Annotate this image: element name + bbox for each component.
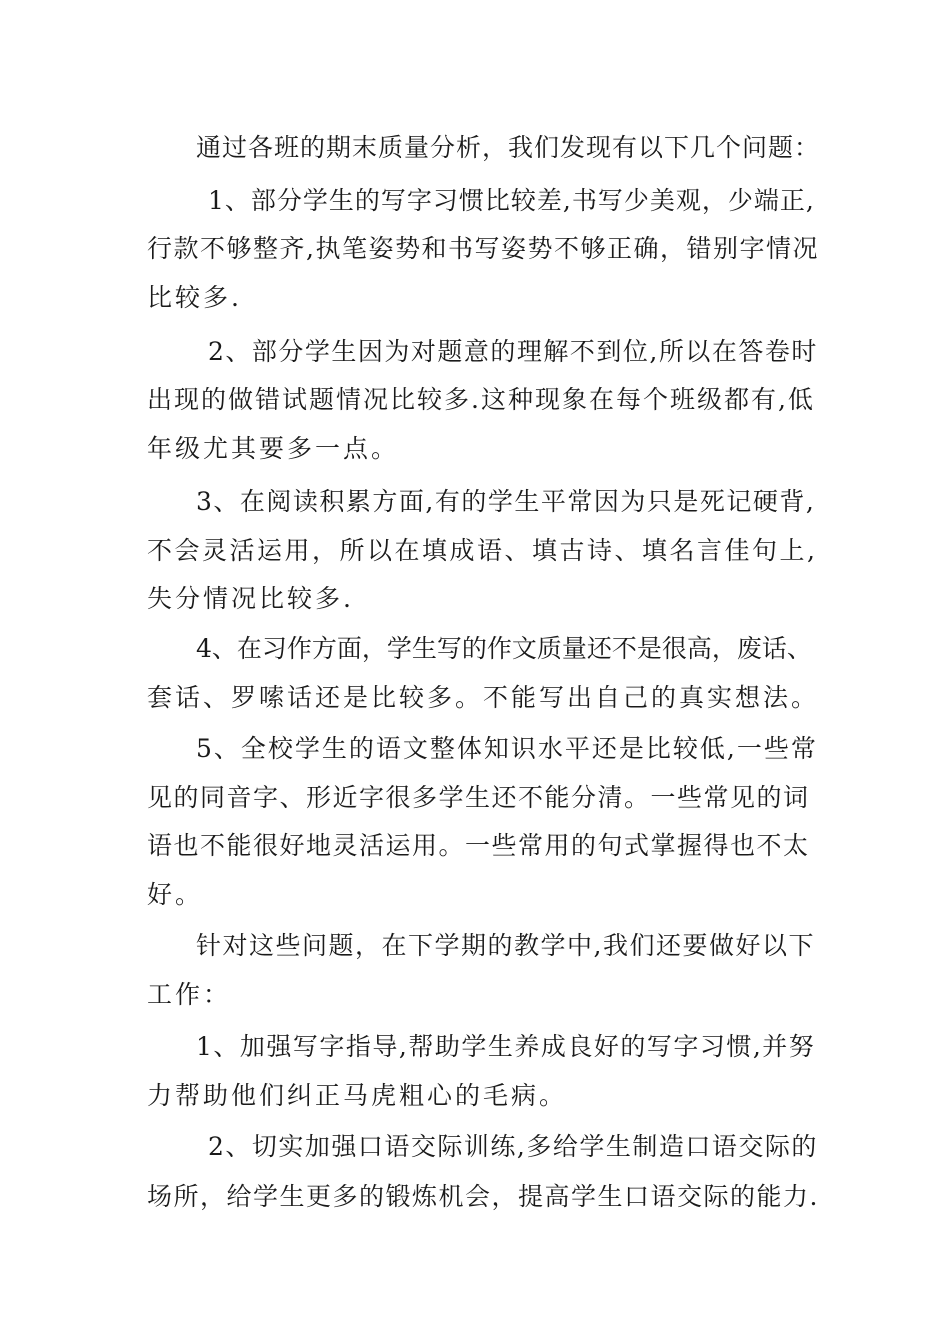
text-line: 工作：	[147, 980, 232, 1009]
text-line: 场所，给学生更多的锻炼机会，提高学生口语交际的能力.	[147, 1182, 819, 1211]
text-line: 通过各班的期末质量分析，我们发现有以下几个问题：	[196, 133, 821, 162]
text-line: 2、切实加强口语交际训练,多给学生制造口语交际的	[208, 1132, 818, 1161]
text-line: 比较多.	[147, 283, 242, 312]
text-line: 出现的做错试题情况比较多.这种现象在每个班级都有,低	[147, 385, 815, 414]
text-line: 失分情况比较多.	[147, 584, 354, 613]
text-line: 好。	[147, 880, 204, 909]
text-line: 年级尤其要多一点。	[147, 434, 400, 463]
text-line: 5、全校学生的语文整体知识水平还是比较低,一些常	[196, 734, 818, 763]
text-line: 力帮助他们纠正马虎粗心的毛病。	[147, 1081, 568, 1110]
text-line: 不会灵活运用，所以在填成语、填古诗、填名言佳句上,	[147, 536, 818, 565]
text-line: 4、在习作方面，学生写的作文质量还不是很高，废话、	[196, 634, 812, 663]
text-line: 套话、罗嗦话还是比较多。不能写出自己的真实想法。	[147, 683, 820, 712]
text-line: 3、在阅读积累方面,有的学生平常因为只是死记硬背,	[196, 487, 816, 516]
text-line: 语也不能很好地灵活运用。一些常用的句式掌握得也不太	[147, 831, 810, 860]
text-line: 行款不够整齐,执笔姿势和书写姿势不够正确，错别字情况	[147, 234, 819, 263]
text-line: 1、加强写字指导,帮助学生养成良好的写字习惯,并努	[196, 1032, 816, 1061]
text-line: 见的同音字、形近字很多学生还不能分清。一些常见的词	[147, 783, 810, 812]
text-line: 1、部分学生的写字习惯比较差,书写少美观，少端正,	[208, 186, 815, 215]
text-line: 2、部分学生因为对题意的理解不到位,所以在答卷时	[208, 337, 818, 366]
text-line: 针对这些问题，在下学期的教学中,我们还要做好以下	[196, 931, 815, 960]
